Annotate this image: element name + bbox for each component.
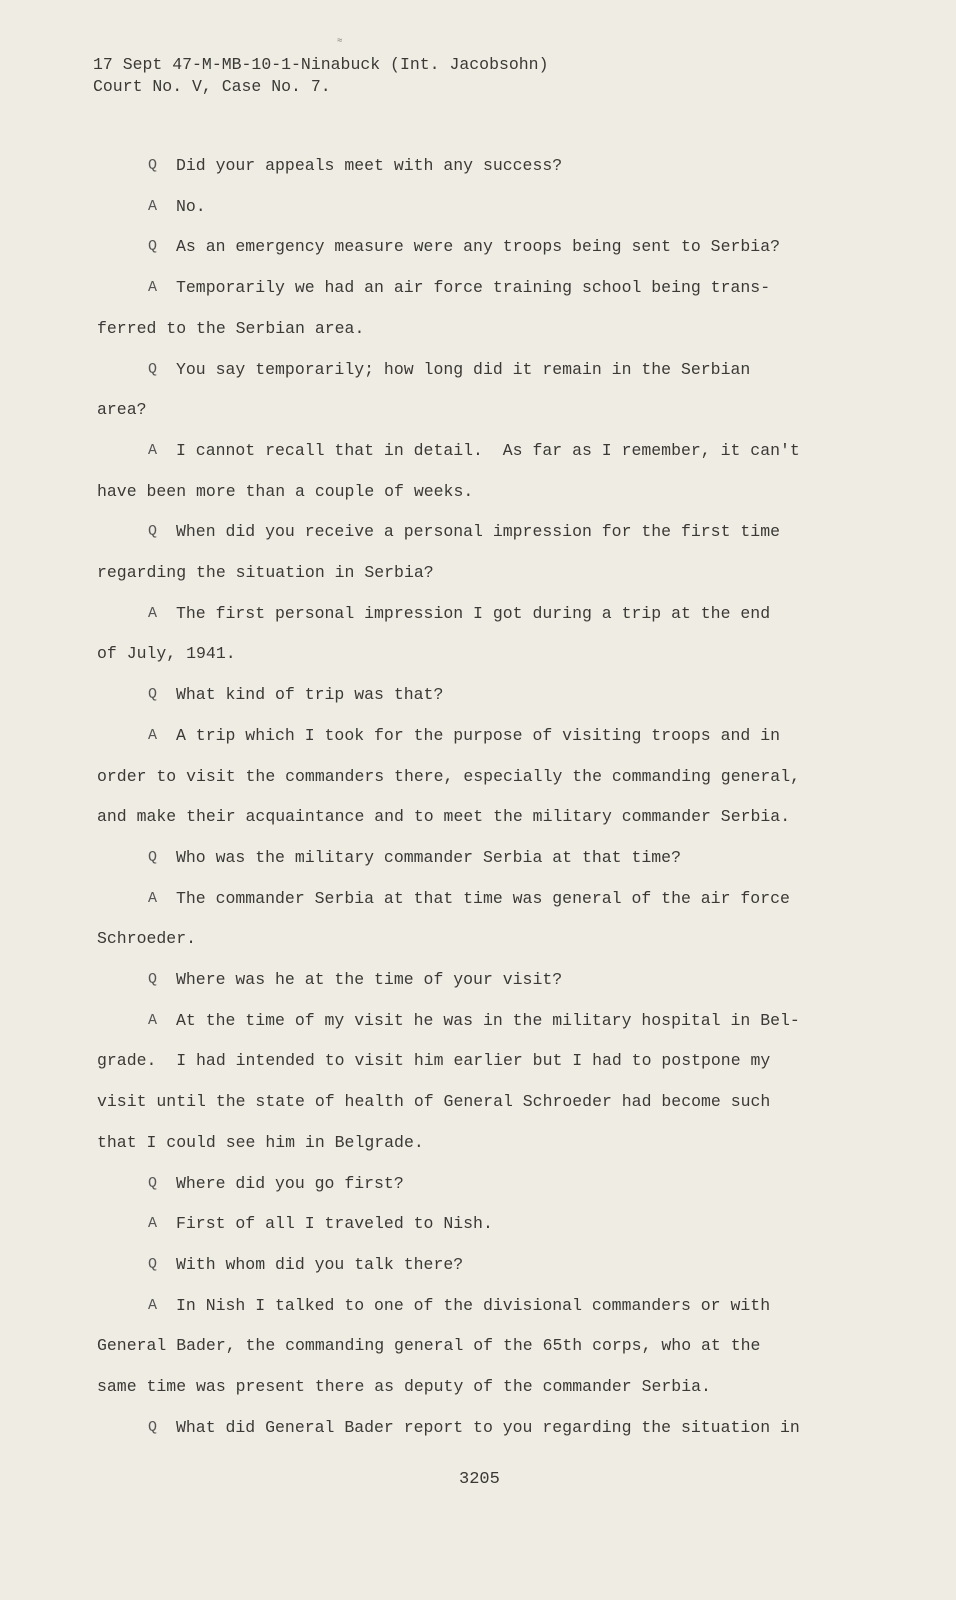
- transcript-line: grade. I had intended to visit him earlier but I had to postpone my: [97, 1051, 771, 1071]
- transcript-line: Who was the military commander Serbia at that time?: [176, 847, 681, 867]
- speaker-label: Q: [148, 1418, 158, 1436]
- transcript-line: General Bader, the commanding general of the 65th corps, who at the: [97, 1336, 761, 1356]
- transcript-line: With whom did you talk there?: [176, 1254, 464, 1274]
- transcript-line: that I could see him in Belgrade.: [97, 1132, 424, 1152]
- archive-mark: ≈: [337, 36, 343, 46]
- speaker-label: Q: [148, 686, 158, 704]
- transcript-line: Where did you go first?: [176, 1173, 404, 1193]
- transcript-line: When did you receive a personal impression for the first time: [176, 522, 780, 542]
- speaker-label: Q: [148, 1174, 158, 1192]
- transcript-line: You say temporarily; how long did it remain in the Serbian: [176, 359, 751, 379]
- transcript-line: A trip which I took for the purpose of visiting troops and in: [176, 725, 780, 745]
- speaker-label: A: [148, 1215, 158, 1233]
- transcript-line: of July, 1941.: [97, 644, 236, 664]
- speaker-label: Q: [148, 1255, 158, 1273]
- speaker-label: A: [148, 726, 158, 744]
- transcript-line: The commander Serbia at that time was general of the air force: [176, 888, 790, 908]
- speaker-label: Q: [148, 971, 158, 988]
- speaker-label: Q: [148, 360, 158, 378]
- speaker-label: Q: [148, 523, 158, 541]
- header-line-1: 17 Sept 47-M-MB-10-1-Ninabuck (Int. Jacobsohn): [93, 55, 549, 74]
- speaker-label: Q: [148, 238, 158, 256]
- transcript-line: No.: [176, 196, 206, 216]
- transcript-line: As an emergency measure were any troops being sent to Serbia?: [176, 237, 780, 257]
- transcript-line: At the time of my visit he was in the military hospital in Bel-: [176, 1010, 800, 1030]
- transcript-line: order to visit the commanders there, especially the commanding general,: [97, 766, 801, 786]
- transcript-line: have been more than a couple of weeks.: [97, 481, 474, 501]
- speaker-label: A: [148, 604, 158, 622]
- speaker-label: Q: [148, 157, 158, 174]
- speaker-label: A: [148, 1011, 158, 1029]
- transcript-line: Temporarily we had an air force training school being trans-: [176, 278, 771, 298]
- transcript-line: I cannot recall that in detail. As far as I remember, it can't: [176, 440, 800, 460]
- transcript-line: and make their acquaintance and to meet the military commander Serbia.: [97, 807, 791, 827]
- transcript-line: In Nish I talked to one of the divisional commanders or with: [176, 1295, 771, 1315]
- speaker-label: A: [148, 197, 158, 215]
- transcript-line: What did General Bader report to you regarding the situation in: [176, 1417, 800, 1437]
- transcript-line: Did your appeals meet with any success?: [176, 156, 563, 175]
- transcript-line: First of all I traveled to Nish.: [176, 1214, 493, 1234]
- transcript-line: What kind of trip was that?: [176, 685, 444, 705]
- transcript-line: same time was present there as deputy of the commander Serbia.: [97, 1377, 711, 1396]
- header-line-2: Court No. V, Case No. 7.: [93, 77, 331, 96]
- speaker-label: A: [148, 441, 158, 459]
- page-number: 3205: [459, 1470, 500, 1489]
- speaker-label: A: [148, 279, 158, 297]
- transcript-line: Where was he at the time of your visit?: [176, 970, 563, 989]
- speaker-label: A: [148, 1296, 158, 1314]
- speaker-label: Q: [148, 848, 158, 866]
- speaker-label: A: [148, 889, 158, 907]
- transcript-line: area?: [97, 400, 147, 420]
- transcript-line: regarding the situation in Serbia?: [97, 563, 434, 582]
- transcript-line: ferred to the Serbian area.: [97, 318, 365, 338]
- transcript-line: visit until the state of health of General Schroeder had become such: [97, 1092, 771, 1112]
- transcript-line: The first personal impression I got during a trip at the end: [176, 603, 771, 623]
- transcript-line: Schroeder.: [97, 929, 197, 949]
